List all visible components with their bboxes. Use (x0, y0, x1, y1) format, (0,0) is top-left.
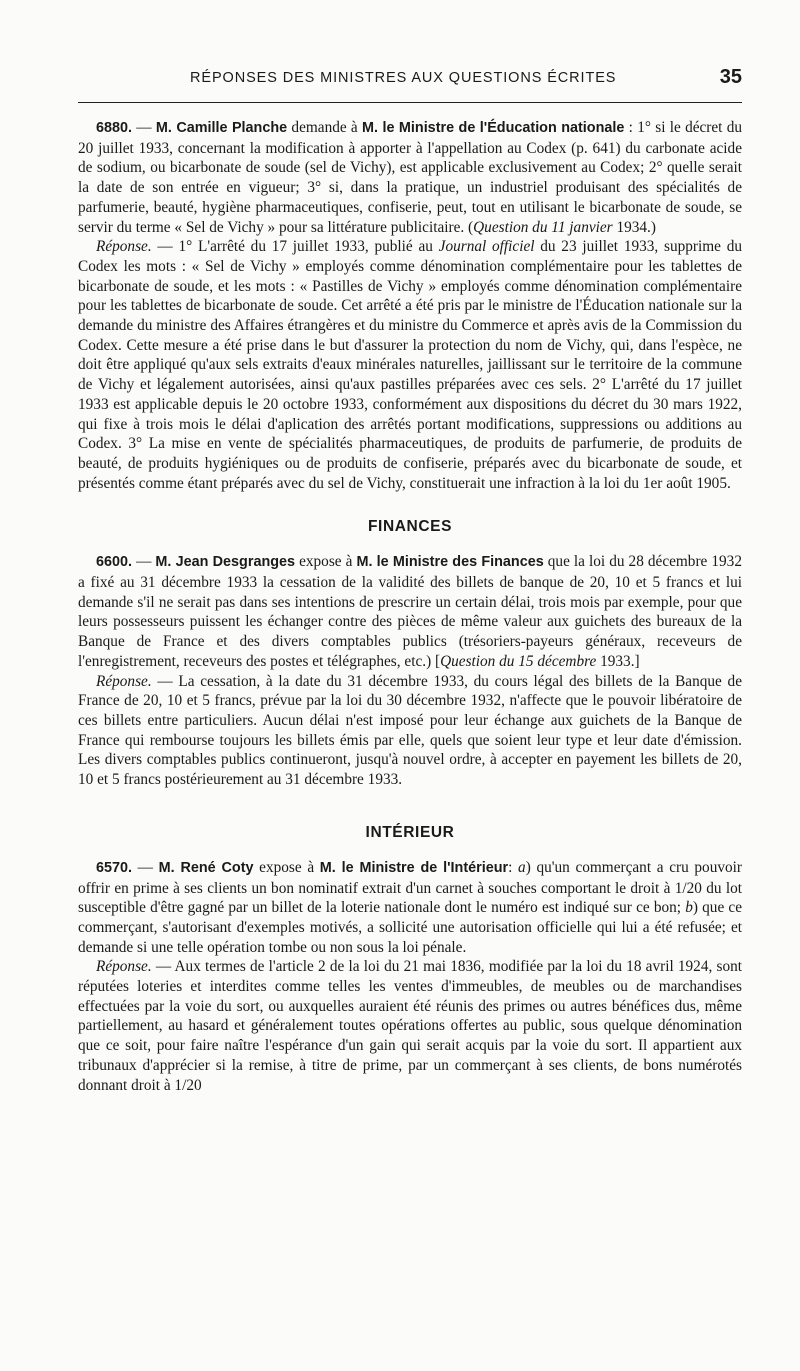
item-b-marker: b (685, 899, 693, 917)
question-6600: 6600. — M. Jean Desgranges expose à M. le Ministre des Finances que la loi du 28 décembre 1932 a fixé au 31 décembre 1933 la cessation de la validité des billets de banque de 20, 10 et 5 francs et lui demande s'il ne serait pas dans ses intentions de prescrire un certain délai, trois mois par exemple, pour que leurs possesseurs puissent les échanger contre des pièces de même valeur aux guichets des bureaux de la Banque de France et des divers comptables publics (trésoriers-payeurs généraux, receveurs de l'enregistrement, receveurs des postes et télégraphes, etc.) [Question du 15 décembre 1933.] (78, 553, 742, 670)
question-author: M. René Coty (158, 859, 254, 876)
question-6880: 6880. — M. Camille Planche demande à M. le Ministre de l'Éducation nationale : 1° si le décret du 20 juillet 1933, concernant la modification à apporter à l'appellation au Codex (p. 641) du carbonate acide de sodium, ou bicarbonate de soude (sel de Vichy), est applicable exclusivement au Codex; 2° quelle serait la date de son entrée en vigueur; 3° si, dans la pratique, un industriel produisant des spécialités de parfumerie, beauté, hygiène pharmaceutiques, confiserie, peut, tout en utilisant le bicarbonate de soude, se servir du terme « Sel de Vichy » pour sa littérature publicitaire. (Question du 11 janvier 1934.) (78, 119, 743, 236)
question-date: Question du 15 décembre (440, 652, 597, 670)
question-6570: 6570. — M. René Coty expose à M. le Ministre de l'Intérieur: a) qu'un commerçant a cru pouvoir offrir en prime à ses clients un bon nominatif extrait d'un carnet à souches comportant le droit à 1/20 du lot susceptible d'être gagné par un billet de la loterie nationale dont le numéro est indiqué sur ce bon; b) que ce commerçant, s'autorisant d'exemples motivés, a sollicité une autorisation officielle qui lui a été refusée; et demande si une telle opération tombe ou non sous la loi pénale. (78, 858, 742, 956)
answer-label: Réponse. (96, 238, 152, 256)
addressee-minister: M. le Ministre des Finances (356, 554, 544, 571)
addressee-minister: M. le Ministre de l'Intérieur (319, 859, 509, 876)
journal-title: Journal officiel (438, 238, 535, 256)
section-title-finances: FINANCES (367, 518, 453, 536)
question-text: que la loi du 28 décembre 1932 a fixé au 31 décembre 1933 la cessation de la validité des billets de banque de 20, 10 et 5 francs et lui demande s'il ne serait pas dans ses intentions de prescrire un certain délai, trois mois par exemple, pour que leurs possesseurs puissent les échanger contre des pièces de même valeur aux guichets des bureaux de la Banque de France et des divers comptables publics (trésoriers-payeurs généraux, receveurs de l'enregistrement, receveurs des postes et télégraphes, etc.) [ (78, 553, 742, 670)
addressee-minister: M. le Ministre de l'Éducation nationale (362, 120, 625, 136)
question-number: 6600. (96, 554, 133, 571)
answer-label: Réponse. (96, 958, 152, 976)
page-body (78, 118, 742, 1095)
answer-text: — La cessation, à la date du 31 décembre 1933, du cours légal des billets de la Banque de France de 20, 10 et 5 francs, prévue par la loi du 30 décembre 1932, n'affecte que le pouvoir libératoire de ces billets entre particuliers. Aucun délai n'est imposé pour leur échange aux guichets de la Banque de France qui rembourse toujours les billets émis par elle, quels que soient leur type et leur date d'émission. Les divers comptables publics continueront, jusqu'à nouvel ordre, à accepter en payement les billets de 20, 10 et 5 francs postérieurement au 31 décembre 1933. (78, 672, 742, 789)
answer-label: Réponse. (96, 672, 152, 690)
question-text-continued: ) que ce commerçant, s'autorisant d'exemples motivés, a sollicité une autorisation officielle qui lui a été refusée; et demande si une telle opération tombe ou non sous la loi pénale. (78, 899, 742, 956)
header-rule (78, 102, 742, 103)
answer-6570 (78, 957, 742, 1095)
question-author: M. Camille Planche (155, 120, 288, 136)
question-author: M. Jean Desgranges (155, 554, 296, 571)
answer-text: — Aux termes de l'article 2 de la loi du 21 mai 1836, modifiée par la loi du 18 avril 1924, sont réputées loteries et interdites comme telles les ventes d'immeubles, de meubles ou de marchandises effectuées par la voie du sort, ou auxquelles auraient été réunis des primes ou autres bénéfices dus, même partiellement, au hasard et généralement toutes opérations offertes au public, sous quelque dénomination que ce soit, pour faire naître l'espérance d'un gain qui serait acquis par la voie du sort. Il appartient aux tribunaux d'apprécier si la remise, à titre de prime, par un commerçant à ses clients, de bons numérotés donnant droit à 1/20 (78, 958, 742, 1094)
question-text: ) qu'un commerçant a cru pouvoir offrir en prime à ses clients un bon nominatif extrait d'un carnet à souches comportant le droit à 1/20 du lot susceptible d'être gagné par un billet de la loterie nationale dont le numéro est indiqué sur ce bon; (78, 858, 742, 917)
header-title: RÉPONSES DES MINISTRES AUX QUESTIONS ÉCRITES (190, 70, 617, 86)
item-a-marker: a (518, 858, 526, 876)
answer-6600 (78, 672, 742, 790)
running-head (78, 64, 742, 98)
section-title-interieur: INTÉRIEUR (365, 823, 455, 841)
answer-6880: Réponse. — 1° L'arrêté du 17 juillet 1933, publié au Journal officiel du 23 juillet 1933, supprime du Codex les mots : « Sel de Vichy » employés comme dénomination complémentaire pour les tablettes de bicarbonate de soude, et les mots : « Pastilles de Vichy » employés comme dénomination complémentaire pour les tablettes de bicarbonate de soude. Cet arrêté a été pris par le ministre de l'Éducation nationale sur la demande du ministre des Affaires étrangères et du ministre du Commerce et après avis de la Commission du Codex. Cette mesure a été prise dans le but d'assurer la protection du nom de Vichy, qui, dans l'espèce, ne doit être appliqué qu'aux sels extraits d'eaux minérales naturelles, jaillissant sur le territoire de la commune de Vichy et légalement autorisées, ainsi qu'aux pastilles préparées avec ces sels. 2° L'arrêté du 17 juillet 1933 est applicable depuis le 20 octobre 1933, conformément aux dispositions du décret du 30 mars 1922, qui fixe à trois mois le délai d'aplication des arrêtés portant modifications, suppressions ou additions au Codex. 3° La mise en vente de spécialités pharmaceutiques, de produits de parfumerie, de produits de beauté, de produits hygiéniques ou de produits de confiserie, préparés avec du bicarbonate de soude, et présentés comme étant préparés avec du sel de Vichy, constituerait une infraction à la loi du 1er août 1905. (78, 238, 742, 492)
question-number: 6880. (96, 120, 133, 136)
question-text: : 1° si le décret du 20 juillet 1933, concernant la modification à apporter à l'appellation au Codex (p. 641) du carbonate acide de sodium, ou bicarbonate de soude (sel de Vichy), est applicable exclusivement au Codex; 2° quelle serait la date de son entrée en vigueur; 3° si, dans la pratique, un industriel produisant des spécialités de parfumerie, beauté, hygiène pharmaceutiques, confiserie, peut, tout en utilisant le bicarbonate de soude, se servir du terme « Sel de Vichy » pour sa littérature publicitaire. ( (78, 119, 743, 236)
question-number: 6570. (96, 859, 133, 876)
answer-text: du 23 juillet 1933, supprime du Codex les mots : « Sel de Vichy » employés comme dénomination complémentaire pour les tablettes de bicarbonate de soude, et les mots : « Pastilles de Vichy » employés comme dénomination complémentaire pour les tablettes de bicarbonate de soude. Cet arrêté a été pris par le ministre de l'Éducation nationale sur la demande du ministre des Affaires étrangères et du ministre du Commerce et après avis de la Commission du Codex. Cette mesure a été prise dans le but d'assurer la protection du nom de Vichy, qui, dans l'espèce, ne doit être appliqué qu'aux sels extraits d'eaux minérales naturelles, jaillissant sur le territoire de la commune de Vichy et légalement autorisées, ainsi qu'aux pastilles préparées avec ces sels. 2° L'arrêté du 17 juillet 1933 est applicable depuis le 20 octobre 1933, conformément aux dispositions du décret du 30 mars 1922, qui fixe à trois mois le délai d'aplication des arrêtés portant modifications, suppressions ou additions au Codex. 3° La mise en vente de spécialités pharmaceutiques, de produits de parfumerie, de produits de beauté, de produits hygiéniques ou de produits de confiserie, préparés avec du bicarbonate de soude, et présentés comme étant préparés avec du sel de Vichy, constituerait une infraction à la loi du 1er août 1905. (78, 238, 742, 492)
question-date: Question du 11 janvier (473, 218, 613, 236)
page-number: 35 (719, 66, 742, 88)
